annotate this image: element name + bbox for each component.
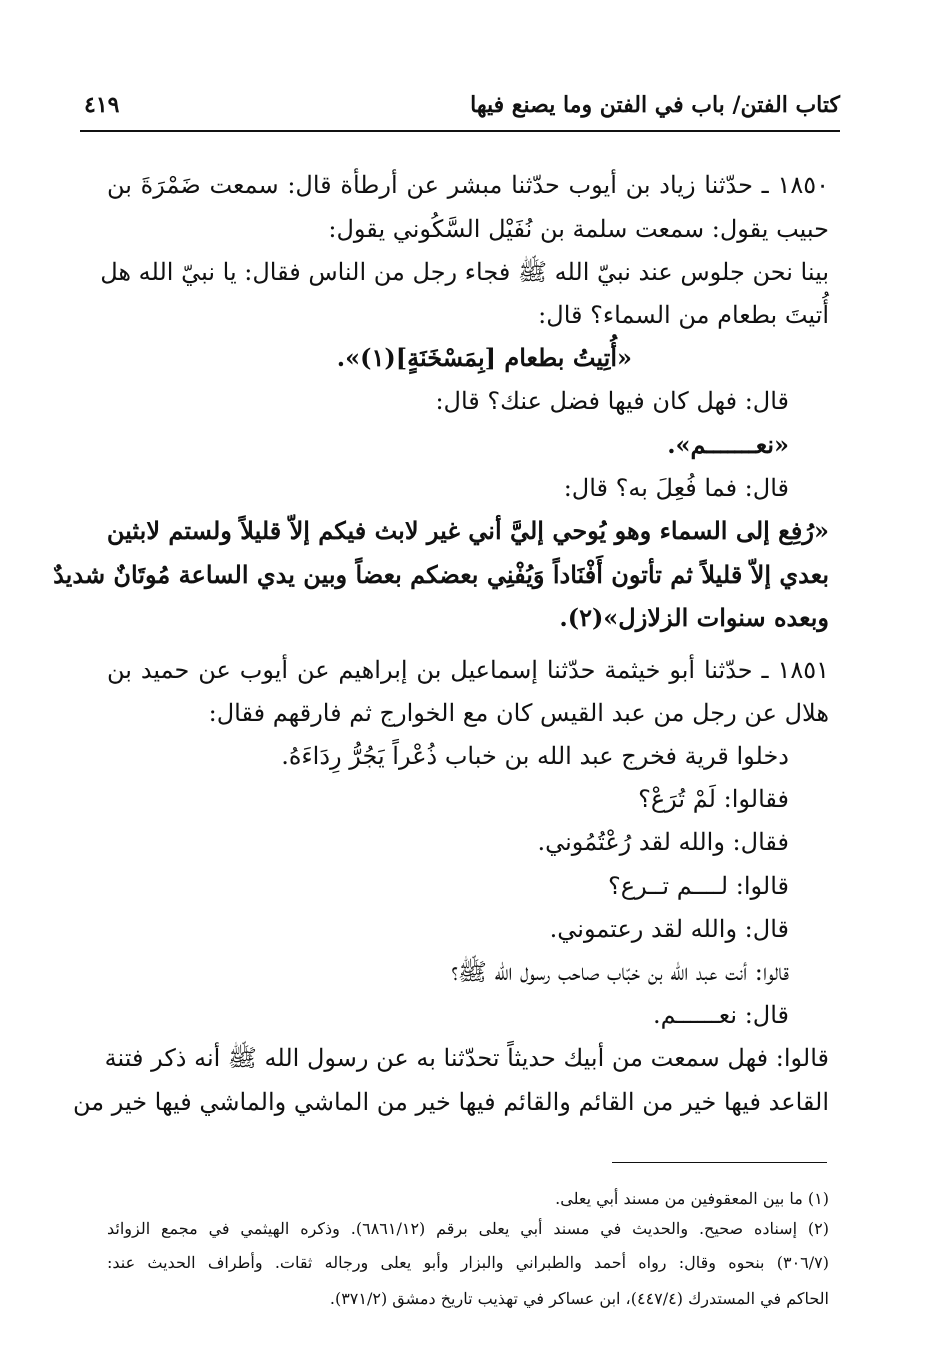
text-line: وبعده سنوات الزلازل»(٢). — [559, 603, 829, 632]
text-line: قالوا: لــــم تــرع؟ — [608, 872, 789, 900]
text-line: القاعد فيها خير من القائم والقائم فيها خير من الماشي والماشي فيها خير من — [72, 1088, 829, 1116]
text-line: قال: فهل كان فيها فضل عنك؟ قال: — [435, 387, 789, 415]
text-line: دخلوا قرية فخرج عبد الله بن خباب ذُعْراً يَجُرُّ رِدَاءَهُ. — [281, 742, 789, 770]
footnote-line: (٣٠٦/٧) بنحوه وقال: رواه أحمد والطبراني والبزار وأبو يعلى ورجاله ثقات. وأطراف الحديث عند: — [107, 1253, 829, 1272]
text-line: بينا نحن جلوس عند نبيّ الله ﷺ فجاء رجل من الناس فقال: يا نبيّ الله هل — [100, 258, 829, 286]
footnote-separator — [612, 1162, 827, 1163]
text-line: فقالوا: لَمْ تُرَعْ؟ — [638, 785, 789, 813]
text-line: قال: فما فُعِلَ به؟ قال: — [563, 474, 789, 502]
text-line: هلال عن رجل من عبد القيس كان مع الخوارج ثم فارقهم فقال: — [208, 699, 829, 727]
text-line: قال: والله لقد رعتموني. — [549, 915, 789, 943]
text-line: قالوا: أنت عبد الله بن خبّاب صاحب رسول الله ﷺ؟ — [451, 958, 789, 986]
text-line: «نعـــــــم». — [667, 430, 789, 459]
page-number: ٤١٩ — [84, 92, 120, 118]
text-line: فقال: والله لقد رُعْتُمُوني. — [537, 828, 789, 856]
text-line: قال: نعــــــم. — [653, 1001, 789, 1029]
text-line: ١٨٥٠ ـ حدّثنا زياد بن أيوب حدّثنا مبشر عن أرطأة قال: سمعت ضَمْرَةَ بن — [107, 171, 829, 199]
running-title: كتاب الفتن/ باب في الفتن وما يصنع فيها — [470, 92, 840, 118]
text-line: بعدي إلاّ قليلاً ثم تأتون أَفْنَاداً وَيُفْنِي بعضكم بعضاً وبين يدي الساعة مُوتَانٌ شديدٌ — [53, 560, 829, 589]
text-line: «رُفِع إلى السماء وهو يُوحي إليَّ أني غير لابث فيكم إلاّ قليلاً ولستم لابثين — [106, 516, 829, 545]
text-line: أُتيتَ بطعام من السماء؟ قال: — [538, 301, 829, 329]
text-line: ١٨٥١ ـ حدّثنا أبو خيثمة حدّثنا إسماعيل بن إبراهيم عن أيوب عن حميد بن — [107, 656, 829, 684]
footnote-line: (١) ما بين المعقوفين من مسند أبي يعلى. — [555, 1189, 829, 1208]
footnote-line: (٢) إسناده صحيح. والحديث في مسند أبي يعلى برقم (٦٨٦١/١٢). وذكره الهيثمي في مجمع الزوائد — [107, 1219, 829, 1238]
text-line: حبيب يقول: سمعت سلمة بن نُفَيْل السَّكُوني يقول: — [328, 215, 829, 243]
page-header — [80, 86, 840, 132]
text-line: قالوا: فهل سمعت من أبيك حديثاً تحدّثنا به عن رسول الله ﷺ أنه ذكر فتنة — [104, 1044, 829, 1072]
text-line: «أُتِيتُ بطعام [بِمَسْخَنَةٍ](١)». — [336, 343, 632, 372]
footnote-line: الحاكم في المستدرك (٤٤٧/٤)، ابن عساكر في تهذيب تاريخ دمشق (٣٧١/٢). — [329, 1289, 829, 1308]
